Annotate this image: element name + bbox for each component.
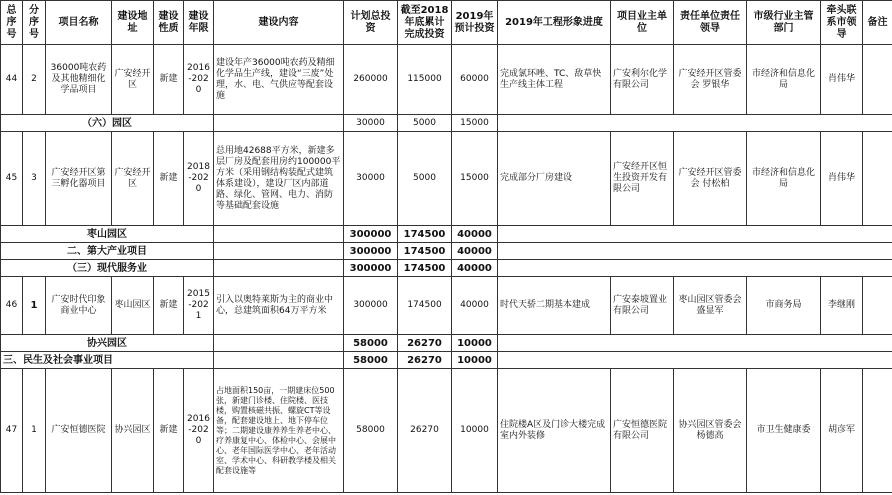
cell-years: 2016-2020: [184, 45, 214, 115]
cell-name: 广安经开区第三孵化器项目: [46, 132, 112, 226]
cell-content: 引入以奥特莱斯为主的商业中心，总建筑面积64万平方米: [214, 277, 344, 335]
cell-note: [863, 369, 892, 493]
cell-done: 5000: [398, 132, 452, 226]
cell-total: 58000: [344, 335, 398, 352]
cell-no: 47: [1, 369, 23, 493]
cell-plan: 40000: [452, 260, 498, 277]
cell-plan: 40000: [452, 243, 498, 260]
cell-no: 46: [1, 277, 23, 335]
cell-empty: [214, 335, 344, 352]
table-row: [1, 45, 892, 115]
cell-progress: 住院楼A区及门诊大楼完成室内外装修: [498, 369, 611, 493]
cell-plan: 15000: [452, 115, 498, 132]
cell-nature: 新建: [154, 369, 184, 493]
cell-done: 26270: [398, 352, 452, 369]
cell-resp: 枣山园区管委会 盛显军: [674, 277, 747, 335]
header-cell: 建设地址: [112, 1, 154, 45]
cell-progress: 时代天骄二期基本建成: [498, 277, 611, 335]
cell-name: 广安时代印象商业中心: [46, 277, 112, 335]
cell-done: 174500: [398, 260, 452, 277]
header-cell: 总序号: [1, 1, 23, 45]
section-label: 三、民生及社会事业项目: [1, 352, 214, 369]
cell-progress: 完成氯环唑、TC、敌草快生产线主体工程: [498, 45, 611, 115]
cell-total: 58000: [344, 369, 398, 493]
cell-nature: 新建: [154, 132, 184, 226]
header-cell: 项目名称: [46, 1, 112, 45]
cell-dept: 市经济和信息化局: [747, 132, 821, 226]
cell-dept: 市经济和信息化局: [747, 45, 821, 115]
header-cell: 2019年预计投资: [452, 1, 498, 45]
cell-leader: 肖伟华: [821, 132, 863, 226]
section-label: 枣山园区: [1, 226, 214, 243]
cell-resp: 广安经开区管委会 付松柏: [674, 132, 747, 226]
header-cell: 计划总投资: [344, 1, 398, 45]
cell-empty: [498, 352, 892, 369]
cell-done: 174500: [398, 243, 452, 260]
header-cell: 建设性质: [154, 1, 184, 45]
header-cell: 牵头联系市领导: [821, 1, 863, 45]
cell-owner: 广安泰坡置业有限公司: [611, 277, 674, 335]
cell-years: 2015-2021: [184, 277, 214, 335]
cell-addr: 协兴园区: [112, 369, 154, 493]
cell-nature: 新建: [154, 277, 184, 335]
cell-done: 174500: [398, 277, 452, 335]
header-cell: 项目业主单位: [611, 1, 674, 45]
cell-sub: 3: [23, 132, 46, 226]
header-cell: 建设年限: [184, 1, 214, 45]
cell-empty: [214, 243, 344, 260]
cell-total: 260000: [344, 45, 398, 115]
cell-owner: 广安经开区恒生投资开发有限公司: [611, 132, 674, 226]
cell-leader: 李继刚: [821, 277, 863, 335]
cell-no: 44: [1, 45, 23, 115]
cell-total: 300000: [344, 226, 398, 243]
cell-empty: [498, 335, 892, 352]
cell-addr: 枣山园区: [112, 277, 154, 335]
header-cell: 责任单位责任领导: [674, 1, 747, 45]
table-row: [1, 277, 892, 335]
subtotal-row: [1, 260, 892, 277]
cell-plan: 15000: [452, 132, 498, 226]
cell-name: 36000吨农药及其他精细化学品项目: [46, 45, 112, 115]
cell-resp: 协兴园区管委会 杨德高: [674, 369, 747, 493]
cell-addr: 广安经开区: [112, 132, 154, 226]
cell-content: 总用地42688平方米，新建多层厂房及配套用房约100000平方米（采用钢结构装配式建筑体系建设），建设厂区内部道路、绿化、管网、电力、消防等基础配套设施: [214, 132, 344, 226]
cell-owner: 广安恒德医院有限公司: [611, 369, 674, 493]
cell-sub: 1: [23, 277, 46, 335]
cell-total: 300000: [344, 277, 398, 335]
cell-note: [863, 132, 892, 226]
cell-total: 58000: [344, 352, 398, 369]
cell-sub: 1: [23, 369, 46, 493]
cell-empty: [214, 115, 344, 132]
cell-empty: [214, 226, 344, 243]
section-label: 二、第大产业项目: [1, 243, 214, 260]
cell-content: 建设年产36000吨农药及精细化学品生产线，建设“三废”处理，水、电、气供应等配套设施: [214, 45, 344, 115]
cell-plan: 60000: [452, 45, 498, 115]
cell-dept: 市商务局: [747, 277, 821, 335]
cell-empty: [214, 260, 344, 277]
cell-owner: 广安利尔化学有限公司: [611, 45, 674, 115]
header-cell: 市级行业主管部门: [747, 1, 821, 45]
header-cell: 分序号: [23, 1, 46, 45]
table-row: [1, 369, 892, 493]
cell-done: 26270: [398, 335, 452, 352]
subtotal-row: [1, 115, 892, 132]
subtotal-row: [1, 352, 892, 369]
header-cell: 2019年工程形象进度: [498, 1, 611, 45]
cell-plan: 10000: [452, 369, 498, 493]
cell-name: 广安恒德医院: [46, 369, 112, 493]
header-cell: 建设内容: [214, 1, 344, 45]
header-row: [1, 1, 892, 45]
cell-total: 30000: [344, 132, 398, 226]
header-cell: 备注: [863, 1, 892, 45]
cell-content: 占地面积150亩，一期建床位500张，新建门诊楼、住院楼、医技楼，购置核磁共振、螺旋CT等设备，配套建设地上、地下停车位等；二期建设康养养生养老中心、疗养康复中心、体检中心、会展中心、老年国际医学中心、老年活动室、学术中心、科研教学楼及相关配套设施等: [214, 369, 344, 493]
cell-note: [863, 45, 892, 115]
section-label: （三）现代服务业: [1, 260, 214, 277]
cell-no: 45: [1, 132, 23, 226]
subtotal-row: [1, 335, 892, 352]
cell-years: 2018-2020: [184, 132, 214, 226]
section-label: （六）园区: [1, 115, 214, 132]
cell-sub: 2: [23, 45, 46, 115]
cell-total: 30000: [344, 115, 398, 132]
cell-empty: [498, 260, 892, 277]
cell-dept: 市卫生健康委: [747, 369, 821, 493]
cell-nature: 新建: [154, 45, 184, 115]
subtotal-row: [1, 243, 892, 260]
cell-plan: 40000: [452, 277, 498, 335]
cell-empty: [214, 352, 344, 369]
cell-resp: 广安经开区管委会 罗银华: [674, 45, 747, 115]
table-row: [1, 132, 892, 226]
subtotal-row: [1, 226, 892, 243]
cell-total: 300000: [344, 243, 398, 260]
cell-done: 5000: [398, 115, 452, 132]
cell-empty: [498, 226, 892, 243]
cell-leader: 肖伟华: [821, 45, 863, 115]
cell-plan: 10000: [452, 335, 498, 352]
cell-empty: [498, 243, 892, 260]
cell-done: 26270: [398, 369, 452, 493]
cell-plan: 40000: [452, 226, 498, 243]
cell-done: 115000: [398, 45, 452, 115]
cell-done: 174500: [398, 226, 452, 243]
cell-progress: 完成部分厂房建设: [498, 132, 611, 226]
section-label: 协兴园区: [1, 335, 214, 352]
cell-note: [863, 277, 892, 335]
cell-empty: [498, 115, 892, 132]
cell-years: 2016-2020: [184, 369, 214, 493]
cell-plan: 10000: [452, 352, 498, 369]
cell-leader: 胡彦军: [821, 369, 863, 493]
header-cell: 截至2018年底累计完成投资: [398, 1, 452, 45]
cell-addr: 广安经开区: [112, 45, 154, 115]
cell-total: 300000: [344, 260, 398, 277]
